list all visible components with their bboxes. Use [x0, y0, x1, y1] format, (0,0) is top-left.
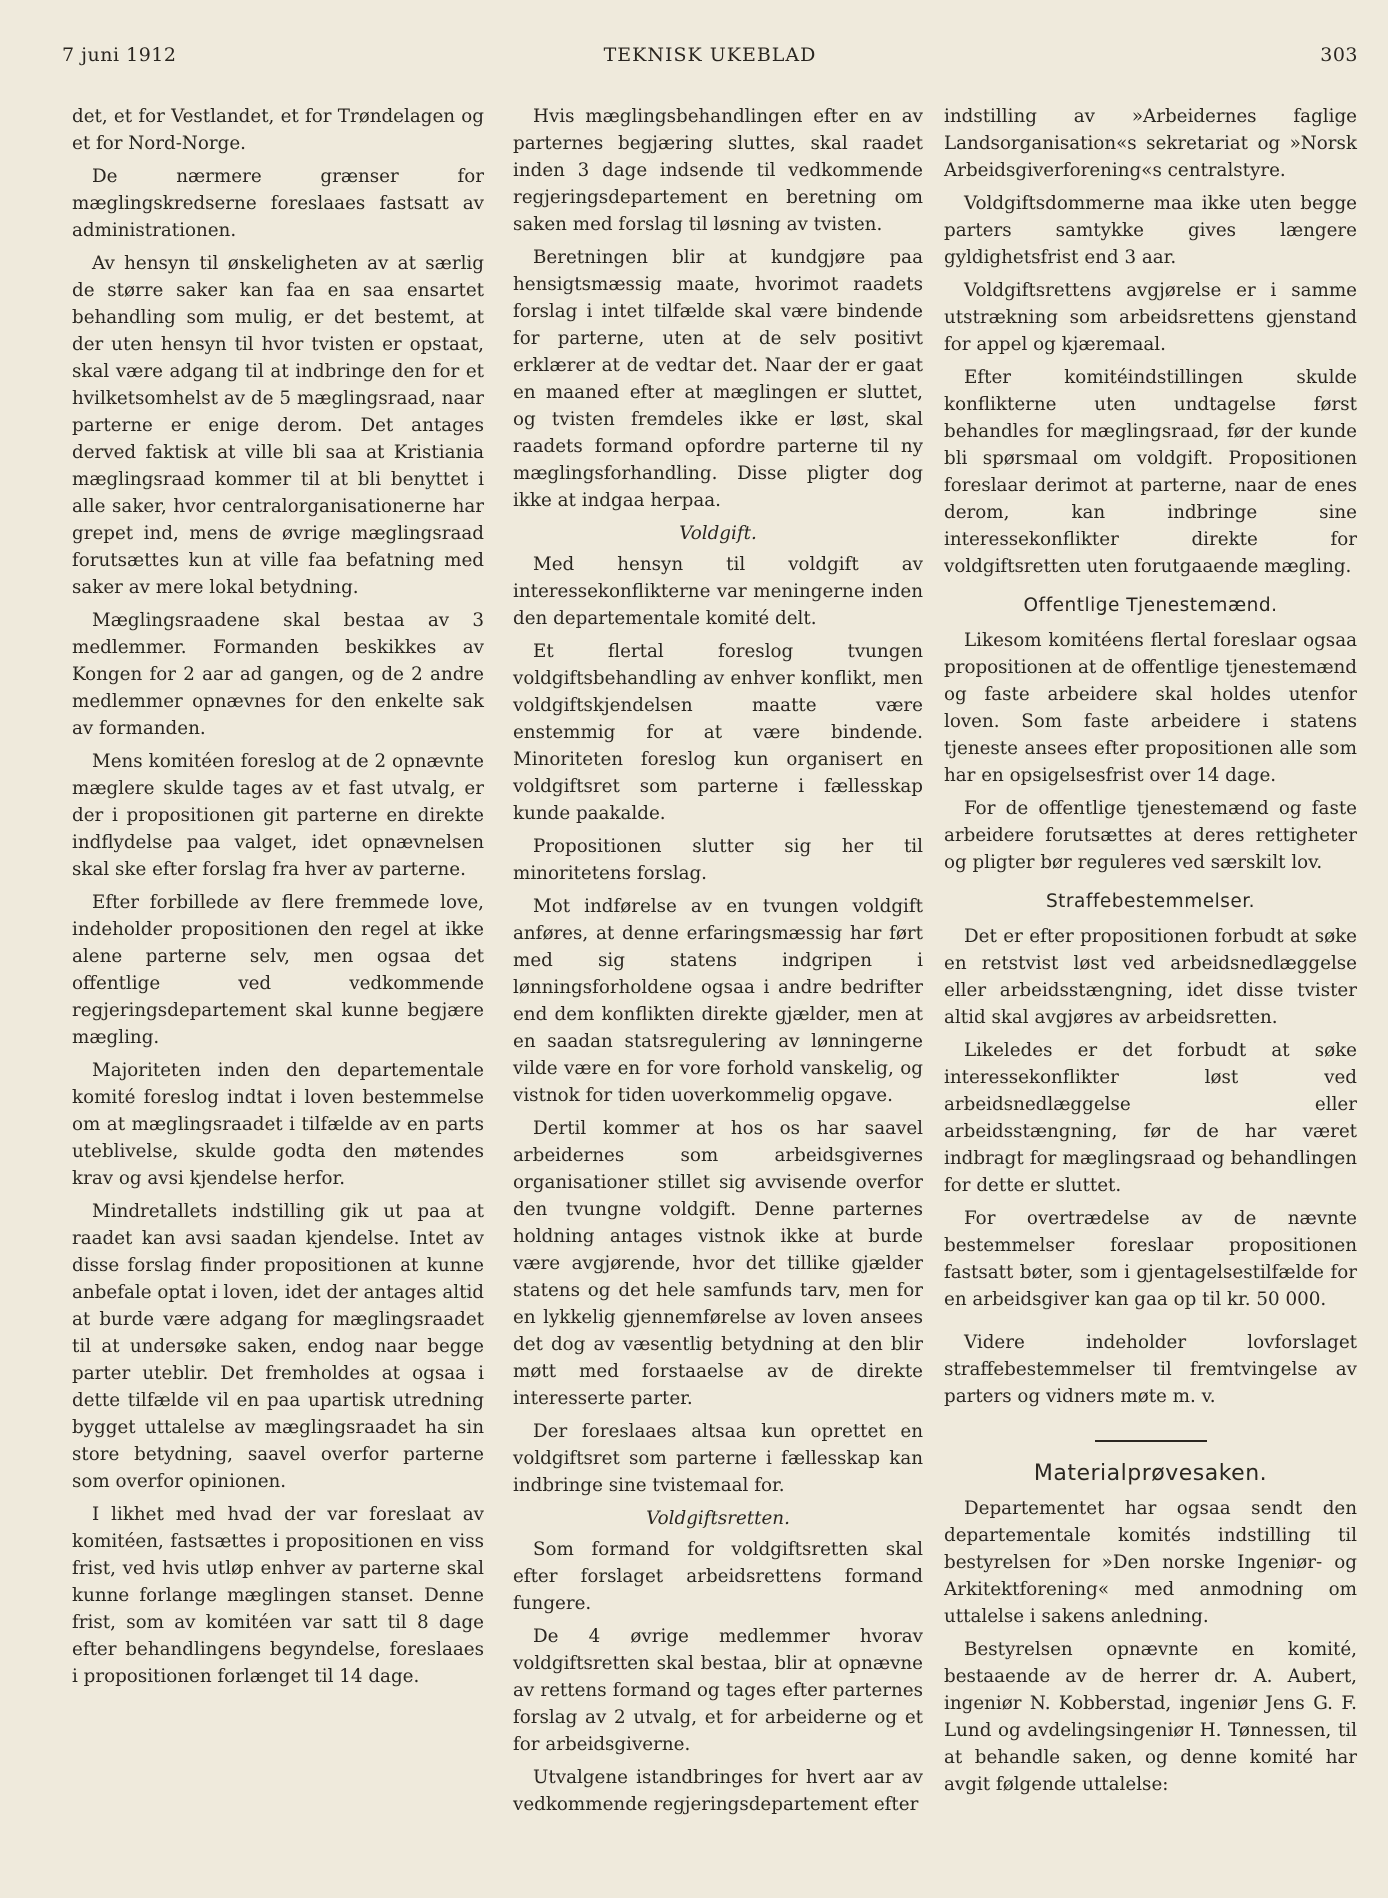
paragraph: Voldgiftsrettens avgjørelse er i samme utstrækning som arbeidsrettens gjenstand for appel og kjæremaal. — [944, 280, 1357, 355]
section-divider — [1095, 1440, 1207, 1442]
paragraph: Mindretallets indstilling gik ut paa at raadet kan avsi saadan kjendelse. Intet av disse forslag finder propositionen at kunne anbefale optat i loven, idet der antages altid at burde være adgang for mæglingsraadet til at undersøke saken, endog naar begge parter uteblir. Det fremholdes at ogsaa i dette tilfælde vil en paa upartisk utredning bygget uttalelse av mæglingsraadet ha sin store betydning, saavel overfor parterne som overfor opinionen. — [72, 1201, 484, 1492]
paragraph: Propositionen slutter sig her til minoritetens forslag. — [513, 836, 923, 884]
paragraph: Mæglingsraadene skal bestaa av 3 medlemmer. Formanden beskikkes av Kongen for 2 aar ad gangen, og de 2 andre medlemmer opnævnes for den enkelte sak av formanden. — [72, 610, 484, 739]
column-2 — [513, 103, 923, 1824]
paragraph: Som formand for voldgiftsretten skal efter forslaget arbeidsrettens formand fungere. — [513, 1539, 923, 1614]
section-heading-voldgift: Voldgift. — [679, 523, 757, 544]
page-header — [62, 44, 1358, 74]
paragraph: Departementet har ogsaa sendt den departementale komités indstilling til bestyrelsen for »Den norske Ingeniør- og Arkitektforening« med anmodning om uttalelse i sakens anledning. — [944, 1498, 1357, 1627]
article-heading-materialproevesaken: Materialprøvesaken. — [1033, 1461, 1268, 1486]
paragraph: Likesom komitéens flertal foreslaar ogsaa propositionen at de offentlige tjenestemænd og faste arbeidere skal holdes utenfor loven. Som faste arbeidere i statens tjeneste ansees efter propositionen alle som har en opsigelsesfrist over 14 dage. — [944, 630, 1357, 786]
paragraph: Mens komitéen foreslog at de 2 opnævnte mæglere skulde tages av et fast utvalg, er der i propositionen git parterne en direkte indflydelse paa valget, idet opnævnelsen skal ske efter forslag fra hver av parterne. — [72, 751, 484, 880]
paragraph: I likhet med hvad der var foreslaat av komitéen, fastsættes i propositionen en viss frist, ved hvis utløp enhver av parterne skal kunne forlange mæglingen stanset. Denne frist, som av komitéen var satt til 8 dage efter behandlingens begyndelse, foreslaaes i propositionen forlænget til 14 dage. — [72, 1504, 484, 1687]
paragraph: De 4 øvrige medlemmer hvorav voldgiftsretten skal bestaa, blir at opnævne av rettens formand og tages efter parternes forslag av 2 utvalg, et for arbeiderne og et for arbeidsgiverne. — [513, 1626, 923, 1755]
spacer — [944, 1319, 1357, 1329]
paragraph: Det er efter propositionen forbudt at søke en retstvist løst ved arbeidsnedlæggelse eller arbeidsstængning, idet disse tvister altid skal avgjøres av arbeidsretten. — [944, 926, 1357, 1028]
paragraph: det, et for Vestlandet, et for Trøndelagen og et for Nord-Norge. — [72, 106, 484, 154]
paragraph: Av hensyn til ønskeligheten av at særlig de større saker kan faa en saa ensartet behandling som mulig, er det bestemt, at der uten hensyn til hvor tvisten er opstaat, skal være adgang til at indbringe den for et hvilketsomhelst av de 5 mæglingsraad, naar parterne er enige derom. Det antages derved faktisk at ville bli saa at Kristiania mæglingsraad kommer til at bli benyttet i alle saker, hvor centralorganisationerne har grepet ind, mens de øvrige mæglingsraad forutsættes kun at ville faa befatning med saker av mere lokal betydning. — [72, 253, 484, 598]
paragraph: Med hensyn til voldgift av interessekonflikterne var meningerne inden den departementale komité delt. — [513, 554, 923, 629]
issue-date: 7 juni 1912 — [62, 44, 177, 66]
paragraph: Videre indeholder lovforslaget straffebestemmelser til fremtvingelse av parters og vidners møte m. v. — [944, 1332, 1357, 1407]
paragraph: Der foreslaaes altsaa kun oprettet en voldgiftsret som parterne i fællesskap kan indbringe sine tvistemaal for. — [513, 1421, 923, 1496]
section-heading-straffebestemmelser: Straffebestemmelser. — [1045, 891, 1256, 912]
paragraph: For de offentlige tjenestemænd og faste arbeidere forutsættes at deres rettigheter og pligter bør reguleres ved særskilt lov. — [944, 798, 1357, 873]
paragraph: Hvis mæglingsbehandlingen efter en av parternes begjæring sluttes, skal raadet inden 3 dage indsende til vedkommende regjeringsdepartement en beretning om saken med forslag til løsning av tvisten. — [513, 106, 923, 235]
section-heading-tjenestemaend: Offentlige Tjenestemænd. — [1023, 595, 1278, 616]
paragraph: Utvalgene istandbringes for hvert aar av vedkommende regjeringsdepartement efter — [513, 1767, 923, 1815]
column-3 — [944, 103, 1357, 1804]
paragraph: De nærmere grænser for mæglingskredserne foreslaaes fastsatt av administrationen. — [72, 166, 484, 241]
journal-title: TEKNISK UKEBLAD — [603, 44, 817, 66]
paragraph: Dertil kommer at hos os har saavel arbeidernes som arbeidsgivernes organisationer stillet sig avvisende overfor den tvungne voldgift. Denne parternes holdning antages vistnok ikke at burde være avgjørende, hvor det tillike gjælder statens og det hele samfunds tarv, men for en lykkelig gjennemførelse av loven ansees det dog av væsentlig betydning at den blir møtt med forstaaelse av de direkte interesserte parter. — [513, 1118, 923, 1409]
paragraph: indstilling av »Arbeidernes faglige Landsorganisation«s sekretariat og »Norsk Arbeidsgiverforening«s centralstyre. — [944, 106, 1357, 181]
page-number: 303 — [1320, 44, 1358, 66]
column-1 — [72, 103, 484, 1696]
paragraph: Likeledes er det forbudt at søke interessekonflikter løst ved arbeidsnedlæggelse eller arbeidsstængning, før de har været indbragt for mæglingsraad og behandlingen for dette er sluttet. — [944, 1040, 1357, 1196]
paragraph: Majoriteten inden den departementale komité foreslog indtat i loven bestemmelse om at mæglingsraadet i tilfælde av en parts uteblivelse, skulde godta den møtendes krav og avsi kjendelse herfor. — [72, 1060, 484, 1189]
paragraph: Efter forbillede av flere fremmede love, indeholder propositionen den regel at ikke alene parterne selv, men ogsaa det offentlige ved vedkommende regjeringsdepartement skal kunne begjære mægling. — [72, 892, 484, 1048]
paragraph: Voldgiftsdommerne maa ikke uten begge parters samtykke gives længere gyldighetsfrist end 3 aar. — [944, 193, 1357, 268]
paragraph: For overtrædelse av de nævnte bestemmelser foreslaar propositionen fastsatt bøter, som i gjentagelsestilfælde for en arbeidsgiver kan gaa op til kr. 50 000. — [944, 1208, 1357, 1310]
paragraph: Mot indførelse av en tvungen voldgift anføres, at denne erfaringsmæssig har ført med sig statens indgripen i lønningsforholdene ogsaa i andre bedrifter end dem konflikten direkte gjælder, men at en saadan statsregulering av lønningerne vilde være en for vore forhold vanskelig, og vistnok for tiden uoverkommelig opgave. — [513, 896, 923, 1106]
paragraph: Efter komitéindstillingen skulde konflikterne uten undtagelse først behandles for mæglingsraad, før der kunde bli spørsmaal om voldgift. Propositionen foreslaar derimot at parterne, naar de enes derom, kan indbringe sine interessekonflikter direkte for voldgiftsretten uten forutgaaende mægling. — [944, 367, 1357, 577]
paragraph: Beretningen blir at kundgjøre paa hensigtsmæssig maate, hvorimot raadets forslag i intet tilfælde skal være bindende for parterne, uten at de selv positivt erklærer at de vedtar det. Naar der er gaat en maaned efter at mæglingen er sluttet, og tvisten fremdeles ikke er løst, skal raadets formand opfordre parterne til ny mæglingsforhandling. Disse pligter dog ikke at indgaa herpaa. — [513, 247, 923, 511]
paragraph: Bestyrelsen opnævnte en komité, bestaaende av de herrer dr. A. Aubert, ingeniør N. Kobberstad, ingeniør Jens G. F. Lund og avdelingsingeniør H. Tønnessen, til at behandle saken, og denne komité har avgit følgende uttalelse: — [944, 1639, 1357, 1795]
paragraph: Et flertal foreslog tvungen voldgiftsbehandling av enhver konflikt, men voldgiftskjendelsen maatte være enstemmig for at være bindende. Minoriteten foreslog kun organisert en voldgiftsret som parterne i fællesskap kunde paakalde. — [513, 641, 923, 824]
section-heading-voldgiftsretten: Voldgiftsretten. — [646, 1508, 790, 1529]
